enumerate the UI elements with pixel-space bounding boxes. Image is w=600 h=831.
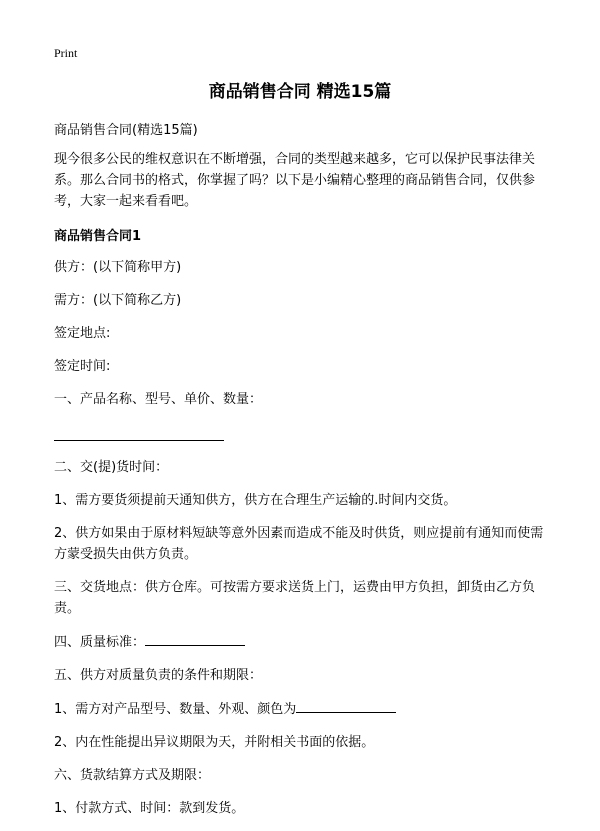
quality-standard-label: 四、质量标准： xyxy=(54,635,146,650)
signing-place-line: 签定地点: xyxy=(54,326,111,341)
document-subtitle: 商品销售合同(精选15篇) xyxy=(54,123,198,138)
payment-heading: 六、货款结算方式及期限： xyxy=(54,768,211,783)
print-link[interactable]: Print xyxy=(54,46,78,60)
delivery-clause-2: 2、供方如果由于原材料短缺等意外因素而造成不能及时供货，则应提前有通知而使需方蒙受损失由供方负责。 xyxy=(54,526,544,562)
supplier-line: 供方：(以下简称甲方) xyxy=(54,260,182,275)
quality-standard-line xyxy=(54,631,554,653)
delivery-heading: 二、交(提)货时间： xyxy=(54,460,169,475)
quality-clause-1 xyxy=(54,698,554,720)
intro-paragraph: 现今很多公民的维权意识在不断增强，合同的类型越来越多，它可以保护民事法律关系。那么合同书的格式，你掌握了吗？以下是小编精心整理的商品销售合同，仅供参考，大家一起来看看吧。 xyxy=(54,152,536,209)
signing-time-line: 签定时间: xyxy=(54,359,111,374)
section-heading: 商品销售合同1 xyxy=(54,229,142,244)
quality-clause-1-text: 1、需方对产品型号、数量、外观、颜色为 xyxy=(54,702,297,717)
buyer-line: 需方：(以下简称乙方) xyxy=(54,293,182,308)
document-body xyxy=(54,120,554,831)
quality-clause-1-blank xyxy=(296,698,396,713)
quality-clause-2: 2、内在性能提出异议期限为天，并附相关书面的依据。 xyxy=(54,735,375,750)
product-blank-line xyxy=(54,422,224,441)
quality-standard-blank xyxy=(145,631,245,646)
document-title: 商品销售合同 精选15篇 xyxy=(208,82,392,102)
product-info-line: 一、产品名称、型号、单价、数量： xyxy=(54,392,263,407)
payment-clause-1: 1、付款方式、时间：款到发货。 xyxy=(54,801,245,816)
delivery-place: 三、交货地点：供方仓库。可按需方要求送货上门，运费由甲方负担，卸货由乙方负责。 xyxy=(54,580,536,616)
delivery-clause-1: 1、需方要货须提前天通知供方，供方在合理生产运输的.时间内交货。 xyxy=(54,493,457,508)
quality-terms-heading: 五、供方对质量负责的条件和期限： xyxy=(54,668,263,683)
